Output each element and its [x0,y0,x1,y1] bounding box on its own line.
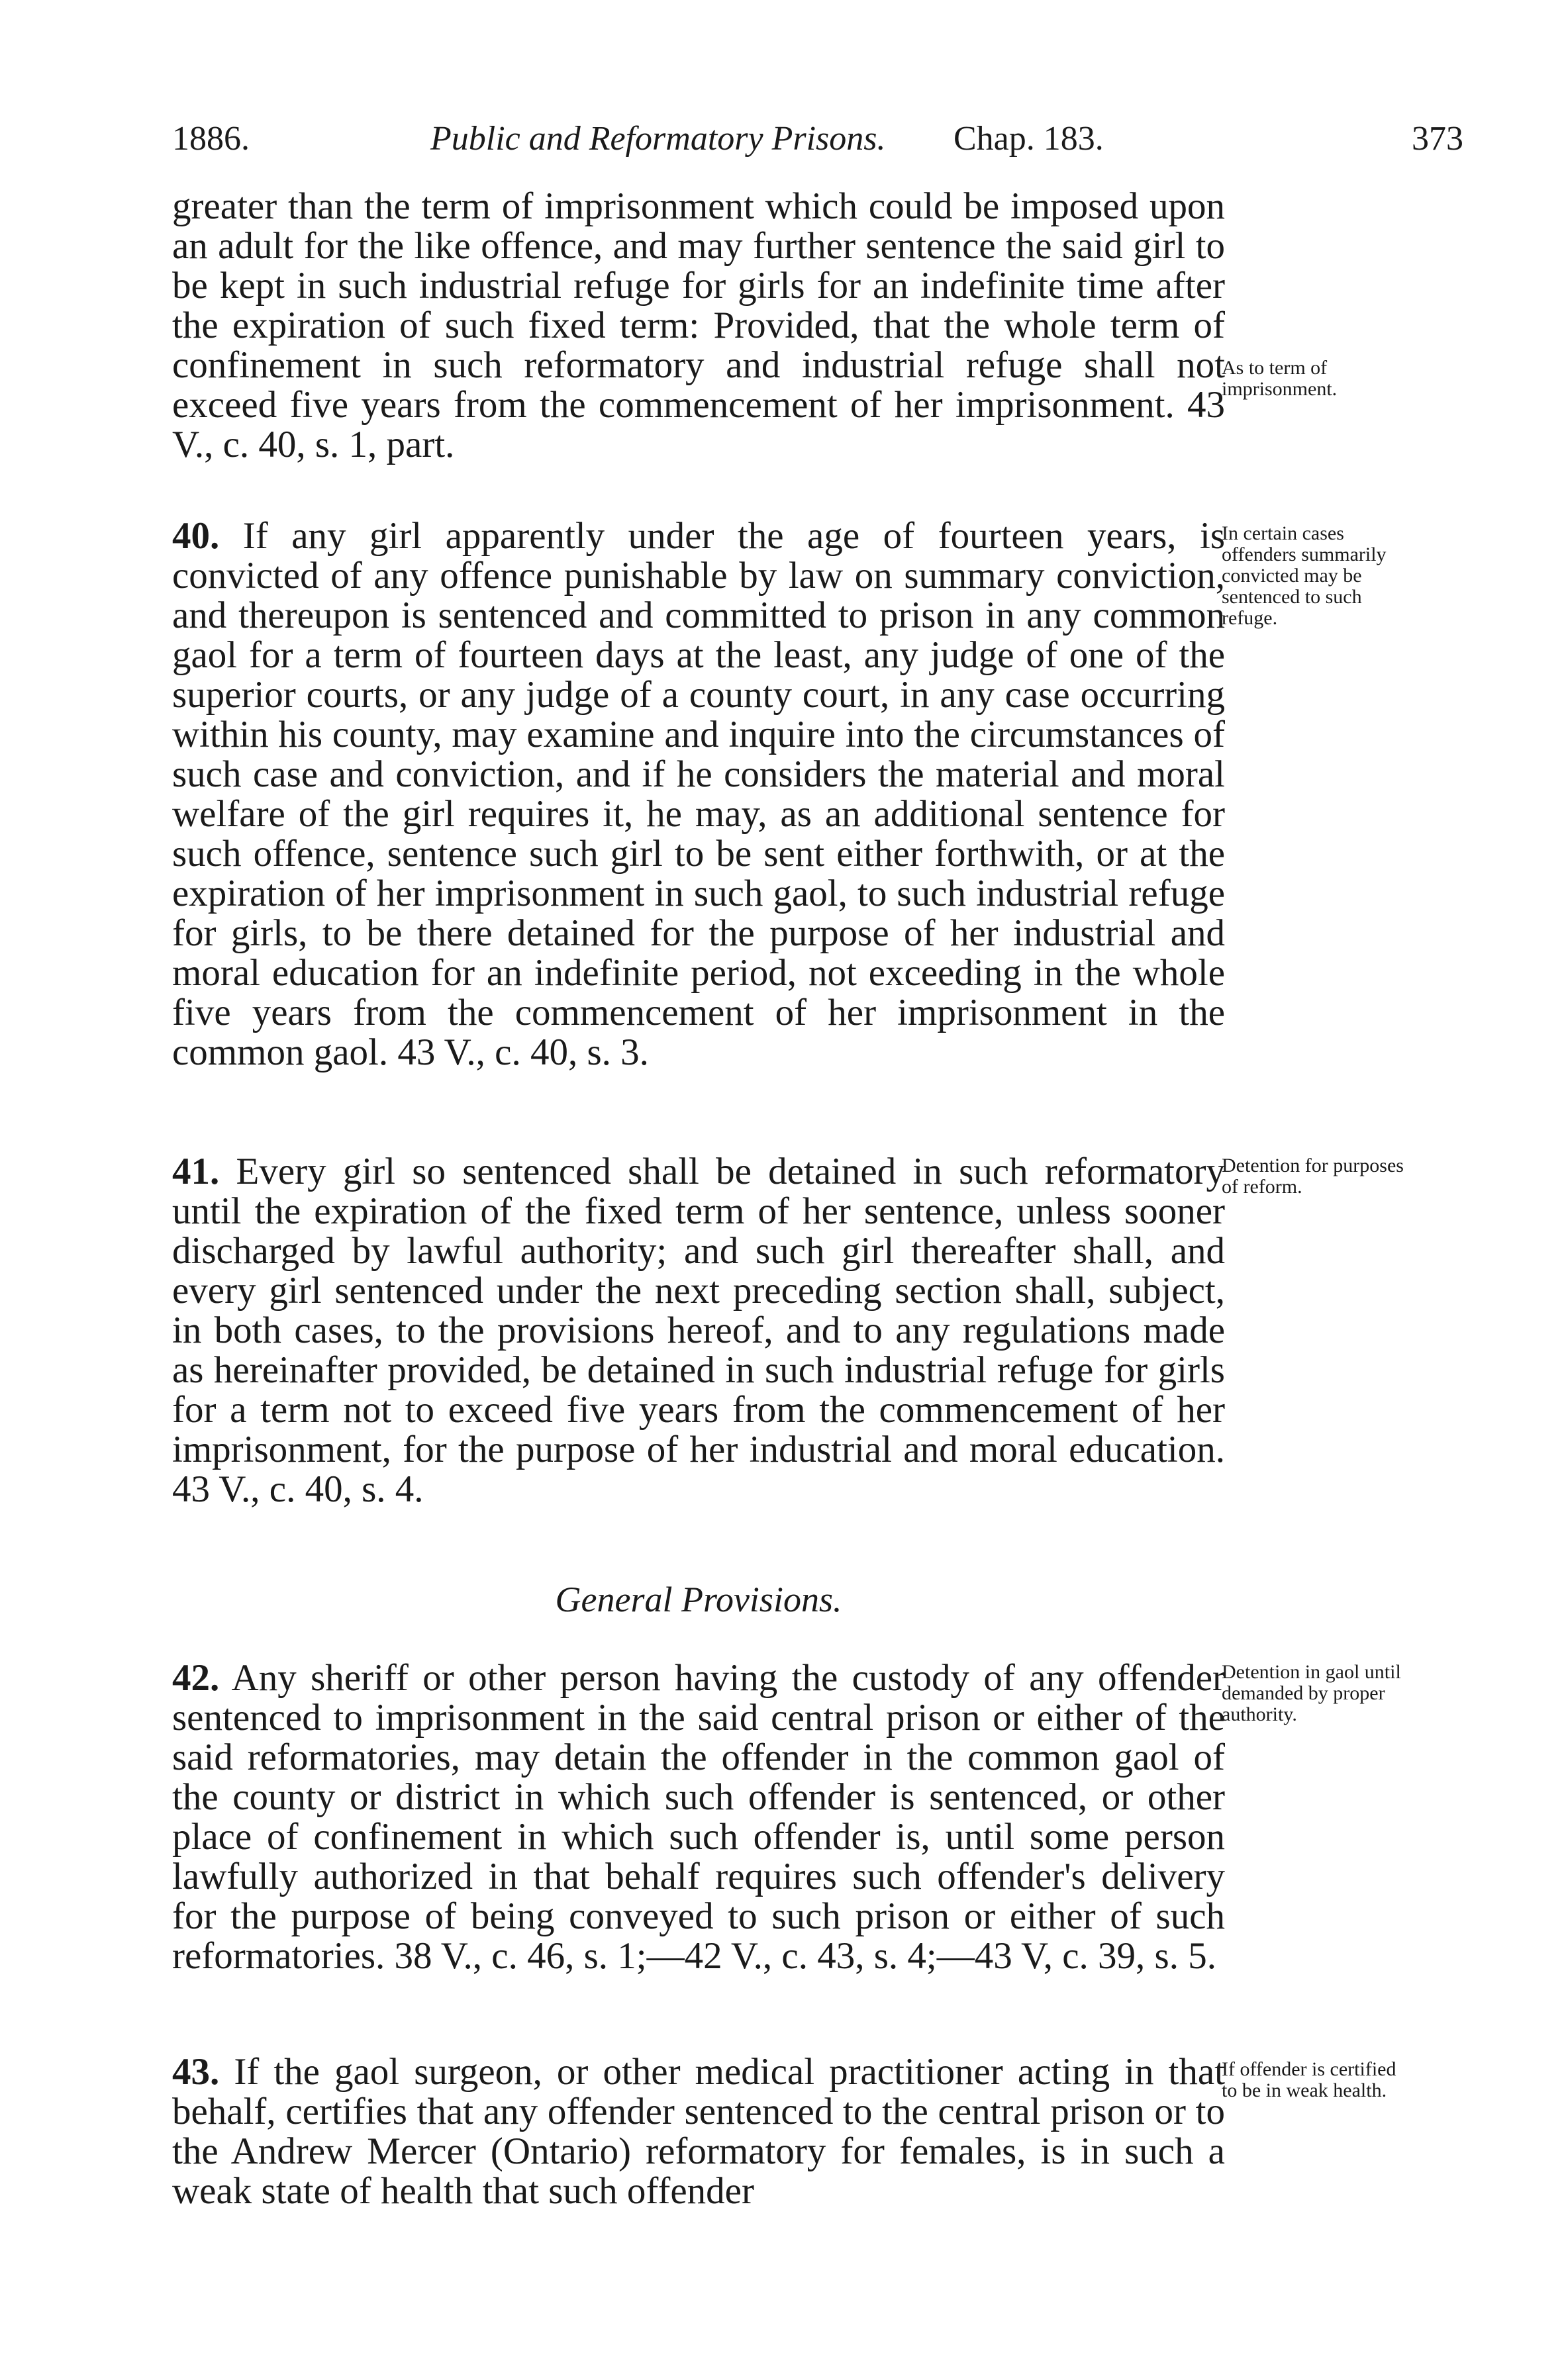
section-number: 41. [172,1151,220,1192]
section-42 [172,1658,1225,1976]
margin-note-40: In certain cases offenders summarily convicted may be sentenced to such refuge. [1222,522,1387,629]
margin-note-42: Detention in gaol until demanded by proper authority. [1222,1661,1401,1725]
continuation-text: greater than the term of imprisonment which could be imposed upon an adult for the like offence, and may further sentence the said girl to be kept in such industrial refuge for girls for an indefinite time after the expiration of such fixed term: Provided, that the whole term of confinement in such reformatory and industrial refuge shall not exceed five years from the commencement of her imprisonment. 43 V., c. 40, s. 1, part. [172,185,1225,465]
section-text: Every girl so sentenced shall be detained in such reformatory until the expiration of the fixed term of her sentence, unless sooner discharged by lawful authority; and such girl thereafter shall, and every girl sentenced under the next preceding section shall, subject, in both cases, to the provisions hereof, and to any regulations made as hereinafter provided, be detained in such industrial refuge for girls for a term not to exceed five years from the commencement of her imprisonment, for the purpose of her industrial and moral education. 43 V., c. 40, s. 4. [172,1151,1225,1510]
header-title: Public and Reformatory Prisons. [430,120,886,158]
section-number: 40. [172,515,220,557]
margin-note-term: As to term of imprisonment. [1222,357,1338,400]
section-text: Any sheriff or other person having the custody of any offender sentenced to imprisonment in the said central prison or either of the said reformatories, may detain the offender in the common gaol of the county or district in which such offender is sentenced, or other place of confinement in which such offender is, until some person lawfully authorized in that behalf requires such offender's delivery for the purpose of being conveyed to such prison or either of such reformatories. 38 V., c. 46, s. 1;—42 V., c. 43, s. 4;—43 V, c. 39, s. 5. [172,1657,1226,1977]
running-header [172,119,1463,166]
page-number: 373 [1412,120,1463,158]
section-41 [172,1152,1225,1509]
margin-note-41: Detention for purposes of reform. [1222,1155,1404,1198]
header-year: 1886. [172,120,250,158]
section-40 [172,516,1225,1072]
section-43 [172,2052,1225,2211]
header-chapter: Chap. 183. [953,120,1104,158]
section-number: 42. [172,1657,220,1699]
subheading-general-provisions: General Provisions. [555,1580,842,1619]
section-text: If any girl apparently under the age of fourteen years, is convicted of any offence punishable by law on summary conviction, and thereupon is sentenced and committed to prison in any common gaol for a term of fourteen days at the least, any judge of one of the superior courts, or any judge of a county court, in any case occurring within his county, may examine and inquire into the circumstances of such case and conviction, and if he considers the material and moral welfare of the girl requires it, he may, as an additional sentence for such offence, sentence such girl to be sent either forthwith, or at the expiration of her imprisonment in such gaol, to such industrial refuge for girls, to be there detained for the purpose of her industrial and moral education for an indefinite period, not exceeding in the whole five years from the commencement of her imprisonment in the common gaol. 43 V., c. 40, s. 3. [172,515,1226,1073]
continuation-paragraph [172,187,1225,465]
section-number: 43. [172,2051,220,2093]
section-text: If the gaol surgeon, or other medical practitioner acting in that behalf, certifies that any offender sentenced to the central prison or to the Andrew Mercer (Ontario) reformatory for females, is in such a weak state of health that such offender [172,2051,1226,2212]
margin-note-43: If offender is certified to be in weak health. [1222,2058,1396,2101]
